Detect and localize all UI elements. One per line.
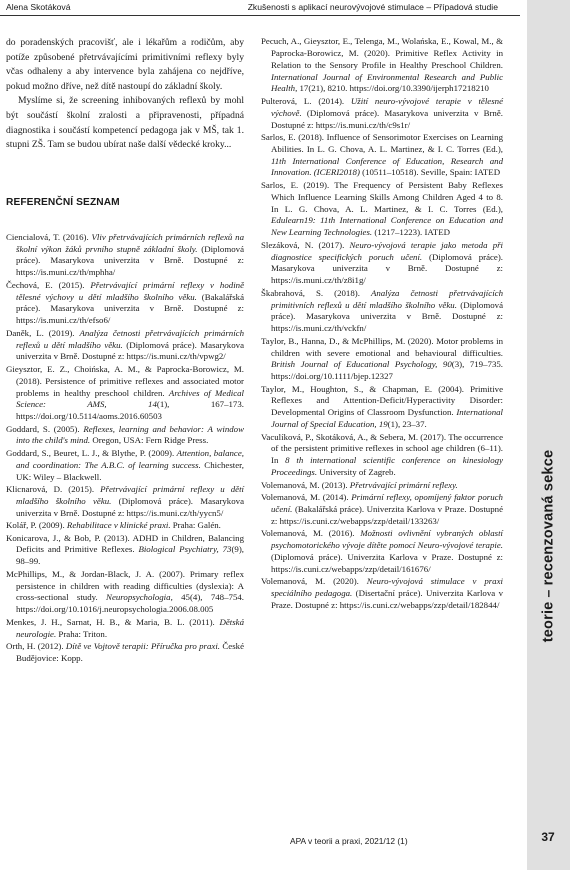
reference-title: 8 th international scientific conference on kinesiology Proceedings. [271,455,503,478]
reference-text: Volemanová, M. (2020). [261,576,367,587]
reference-item [6,280,244,327]
reference-item [6,617,244,641]
reference-text: Vaculíková, P., Skotáková, A., & Sebera, M. (2017). The occurrence of the persistent primitive reflexes in school age children (6–11). In [261,431,503,466]
reference-text: Kolář, P. (2009). [6,520,67,531]
reference-title: Biological Psychiatry, 73 [138,544,232,555]
reference-title: Neuro-vývojová stimulace v praxi speciálního pedagoga. [271,576,503,598]
reference-title: Archives of Medical Science: AMS, 14 [16,387,244,410]
reference-item [6,520,244,532]
section-label-part2: recenzovaná sekce [540,449,557,586]
reference-text: , 45(4), 748–754. https://doi.org/10.1016/j.neuropsychologia.2006.08.005 [16,592,244,615]
reference-item [6,328,244,364]
reference-title: 11th International Conference of Education, Research and Innovation. (ICERI2018) [271,155,503,178]
reference-text: (Diplomová práce). Univerzita Karlova v Praze. Dostupné z: https://is.cuni.cz/webapps/zzp/detail/161676/ [271,551,503,574]
reference-title: Přetrvávající primární reflexy u dětí mladšího školního věku. [16,484,244,506]
reference-text: (Diplomová práce). Masarykova univerzita v Brně. Dostupné z: https://is.muni.cz/th/yycn5/ [16,495,244,518]
reference-item [261,288,503,335]
reference-item [261,432,503,479]
reference-title: Přetrvávající primární reflexy. [349,479,458,490]
reference-item [261,336,503,383]
reference-item [261,96,503,132]
reference-item [6,448,244,484]
reference-text: McPhillips, M., & Jordan-Black, J. A. (2007). Primary reflex persistence in children with reading difficulties (dyslexia): A cross-sectional study. [6,568,244,603]
reference-item [261,132,503,179]
reference-item [6,232,244,279]
reference-text: (Bakalářská práce). Masarykova univerzita v Brně. Dostupné z: https://is.muni.cz/th/efso6/ [16,291,244,326]
reference-text: Taylor, B., Hanna, D., & McPhillips, M. (2020). Motor problems in children with severe emotional and behavioural difficulties. [261,335,503,358]
reference-title: British Journal of Educational Psychology, 90 [271,359,452,370]
reference-title: Analýza četnosti přetrvávajících primitivních reflexů u dětí mladšího školního věku. [271,287,503,310]
reference-text: Praha: Triton. [56,628,108,639]
reference-list-right [261,36,503,612]
reference-title: Možnosti ovlivnění vybraných oblastí psychomotorického vývoje dítěte pomocí Neuro-vývojové terapie. [271,528,503,550]
header-title: Zkušenosti s aplikací neurovývojové stimulace – Případová studie [247,2,498,12]
reference-text: (Diplomová práce). Masarykova univerzita v Brně. Dostupné z: https://is.muni.cz/th/c9s1r/ [271,107,503,130]
reference-title: Užití neuro-vývojové terapie v tělesné výchově. [271,95,504,118]
reference-item [6,424,244,448]
reference-text: (9), 98–99. [16,544,244,567]
reference-text: Sarlos, E. (2018). Influence of Sensorimotor Exercises on Learning Abilities. In L. G. Chova, A. L. Martinez, & I. C. Torres (Ed.), [261,131,503,154]
reference-text: Menkes, J. H., Sarnat, H. B., & Maria, B. L. (2011). [6,616,220,627]
reference-title: Rehabilitace v klinické praxi. [66,520,171,531]
reference-text: Ciencialová, T. (2016). [6,231,92,242]
reference-text: (1), 167–173. https://doi.org/10.5114/aoms.2016.60503 [16,399,244,422]
reference-text: Pecuch, A., Gieysztor, E., Telenga, M., Wolańska, E., Kowal, M., & Paprocka-Borowicz, M. (2020). Primitive Reflex Activity in Relation to the Sensory Profile in Healthy Preschool Children. [261,36,503,70]
reference-item [261,384,503,431]
reference-title: Edulearn19: 11th International Conference on Education and New Learning Technologies. [271,215,503,238]
reference-item [261,180,503,239]
footer-journal: APA v teorii a praxi, 2021/12 (1) [290,836,408,846]
reference-title: Analýza četnosti přetrvávajících primárních reflexů u dětí mladšího věku. [16,327,244,350]
reference-text: (Diplomová práce). Masarykova univerzita v Brně. Dostupné z: https://is.muni.cz/th/vckfn/ [271,299,503,334]
reference-text: Volemanová, M. (2013). [261,479,350,490]
reference-text: (1), 23–37. [387,419,427,430]
header-author: Alena Skotáková [6,2,71,12]
reference-item [261,528,503,575]
reference-item [6,484,244,520]
reference-text: (Disertační práce). Univerzita Karlova v Praze. Dostupné z: https://is.cuni.cz/webapps/zzp/detail/182844/ [271,587,503,610]
reference-item [6,533,244,569]
left-column [6,36,244,665]
reference-text: (Bakalářská práce). Univerzita Karlova v Praze. Dostupné z: https://is.cuni.cz/webapps/zzp/detail/133263/ [271,503,503,526]
section-sidebar [527,0,570,870]
reference-title: Neuropsychologia [106,592,171,603]
reference-text: Oregon, USA: Fern Ridge Press. [90,435,209,446]
reference-text: Orth, H. (2012). [6,640,66,651]
body-paragraph: do poradenských pracovišť, ale i lékařům a rodičům, aby potíže způsobené přetrvávajícími primitivními reflexy byly včas odhaleny a aby intervence byla zahájena co nejdříve, pokud možno dříve, než dítě nastoupí do základní školy. [6,37,244,92]
reference-text: (Diplomová práce). Masarykova univerzita v Brně. Dostupné z: https://is.muni.cz/th/vpwg2/ [16,339,244,362]
reference-text: České Budějovice: Kopp. [16,640,244,663]
reference-title: Reflexes, learning and behavior: A window into the child's mind. [16,423,244,446]
reference-text: (10511–10518). Seville, Spain: IATED [359,167,501,178]
body-paragraph: Myslíme si, že screening inhibovaných reflexů by mohl být součástí školní zralosti a připravenosti, případná diagnostika i součástí kompetencí pedagoga jak v MŠ, tak 1. stupni ZŠ. Tam se budou ubírat naše další vědecké kroky... [6,95,244,151]
reference-text: Slezáková, N. (2017). [261,239,350,250]
section-label-part1: teorie [540,601,557,643]
reference-item [6,641,244,665]
reference-text: Volemanová, M. (2014). [261,492,352,502]
reference-text: , 17(21), 8210. https://doi.org/10.3390/ijerph17218210 [295,83,489,94]
running-header [0,2,570,14]
reference-text: (1217–1223). IATED [372,227,451,238]
reference-text: Praha: Galén. [170,520,221,531]
reference-list-left [6,232,244,665]
reference-text: University of Zagreb. [317,467,396,478]
reference-item [261,492,503,528]
page-number: 37 [541,830,555,844]
reference-title: Primární reflexy, opomíjený faktor poruch učení. [271,492,503,514]
right-column [261,36,503,612]
reference-title: Vliv přetrvávajících primárních reflexů na školní výkon žáků prvního stupně základní školy. [16,231,244,254]
reference-text: Gieysztor, E. Z., Choińska, A. M., & Paprocka-Borowicz, M. (2018). Persistence of primitive reflexes and associated motor problems in healthy preschool children. [6,363,244,398]
reference-text: Goddard, S., Beuret, L. J., & Blythe, P. (2009). [6,447,177,458]
reference-title: International Journal of Environmental Research and Public Health [271,71,503,94]
reference-item [261,240,503,287]
reference-text: Čechová, E. (2015). [6,279,91,290]
section-label-separator: – [539,585,556,602]
reference-item [261,576,503,612]
reference-item [6,569,244,616]
reference-text: (3), 719–735. https://doi.org/10.1111/bjep.12327 [271,359,503,382]
reference-item [6,364,244,423]
body-text [6,36,244,153]
reference-text: Pulterová, L. (2014). [261,95,351,106]
reference-text: Sarlos, E. (2019). The Frequency of Persistent Baby Reflexes Which Influence Learning Skills Among Children Aged 4 to 8. In L. G. Chova, A. L. Martinez, & I. C. Torres (Ed.), [261,179,503,214]
reference-title: Dítě ve Vojtově terapii: Příručka pro praxi. [65,640,221,651]
reference-title: Dětská neurologie. [16,616,244,639]
section-label [540,450,557,642]
reference-title: Attention, balance, and coordination: The A.B.C. of learning success. [16,447,244,470]
reference-title: International Journal of Special Education, 19 [271,407,503,430]
reference-text: Škabrahová, S. (2018). [261,287,371,298]
reference-text: Konicarova, J., & Bob, P. (2013). ADHD in Children, Balancing Deficits and Primitive Reflexes. [6,532,244,555]
reference-text: (Diplomová práce). Masarykova univerzita v Brně. Dostupné z: https://is.muni.cz/th/z8i1g/ [271,251,503,286]
references-heading: REFERENČNÍ SEZNAM [6,196,120,208]
reference-item [261,480,503,492]
reference-text: Taylor, M., Houghton, S., & Chapman, E. (2004). Primitive Reflexes and Attention-Deficit/Hyperactivity Disorder: Developmental Origins of Classroom Dysfunction. [261,383,503,418]
reference-text: Goddard, S. (2005). [6,423,84,434]
reference-text: Chichester, UK: Wiley – Blackwell. [16,459,244,482]
reference-text: Daněk, L. (2019). [6,327,80,338]
reference-text: (Diplomová práce). Masarykova univerzita v Brně. Dostupné z: https://is.muni.cz/th/mphha/ [16,243,244,278]
reference-text: Volemanová, M. (2016). [261,528,361,539]
header-rule [0,15,520,16]
reference-text: Klicnarová, D. (2015). [6,484,101,495]
reference-title: Neuro-vývojová terapie jako metoda při diagnostice specifických poruch učení. [271,239,504,262]
reference-title: Přetrvávající primární reflexy v hodině tělesné výchovy u dětí mladšího školního věku. [16,279,244,302]
reference-item [261,36,503,95]
